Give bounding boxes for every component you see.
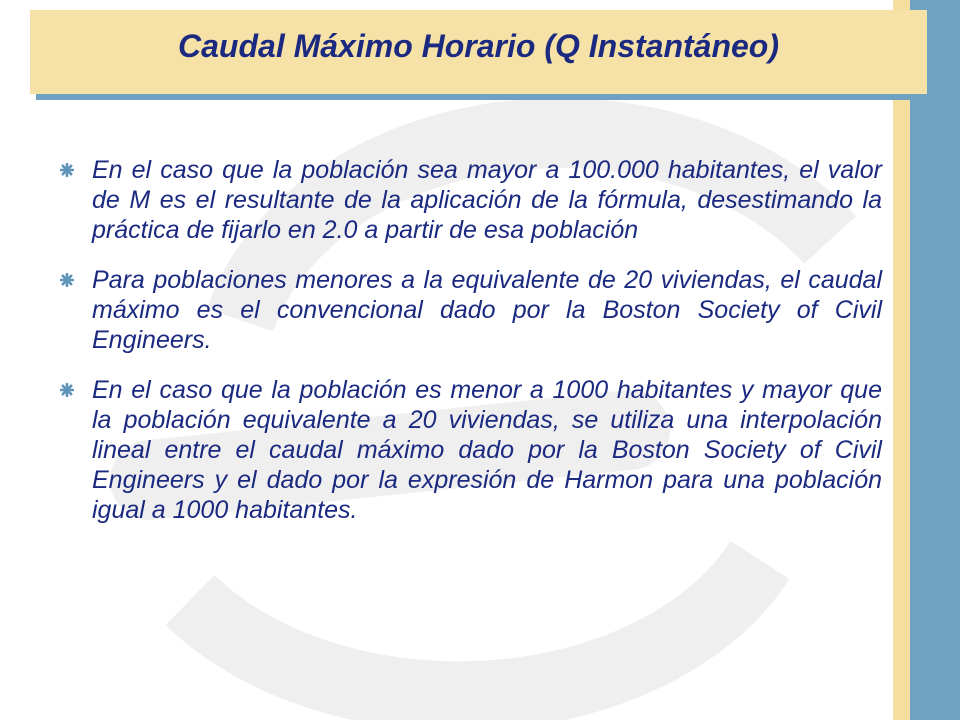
bullet-text: En el caso que la población sea mayor a 100.000 habitantes, el valor de M es el resultante de la aplicación de la fórmula, desestimando la práctica de fijarlo en 2.0 a partir de esa población (92, 156, 882, 244)
asterisk-star-icon (60, 163, 74, 177)
bullet-item (60, 375, 882, 525)
asterisk-star-icon (60, 273, 74, 287)
bullet-text: En el caso que la población es menor a 1000 habitantes y mayor que la población equivalente a 20 viviendas, se utiliza una interpolación lineal entre el caudal máximo dado por la Boston Society of Civil Engineers y el dado por la expresión de Harmon para una población igual a 1000 habitantes. (92, 376, 882, 524)
bullet-text: Para poblaciones menores a la equivalente de 20 viviendas, el caudal máximo es el convencional dado por la Boston Society of Civil Engineers. (92, 266, 882, 354)
bullet-item (60, 265, 882, 355)
asterisk-star-icon (60, 383, 74, 397)
bullet-item (60, 155, 882, 245)
bullet-list (60, 155, 882, 545)
right-decorative-bar-blue (910, 0, 960, 720)
slide-title: Caudal Máximo Horario (Q Instantáneo) (178, 27, 779, 64)
